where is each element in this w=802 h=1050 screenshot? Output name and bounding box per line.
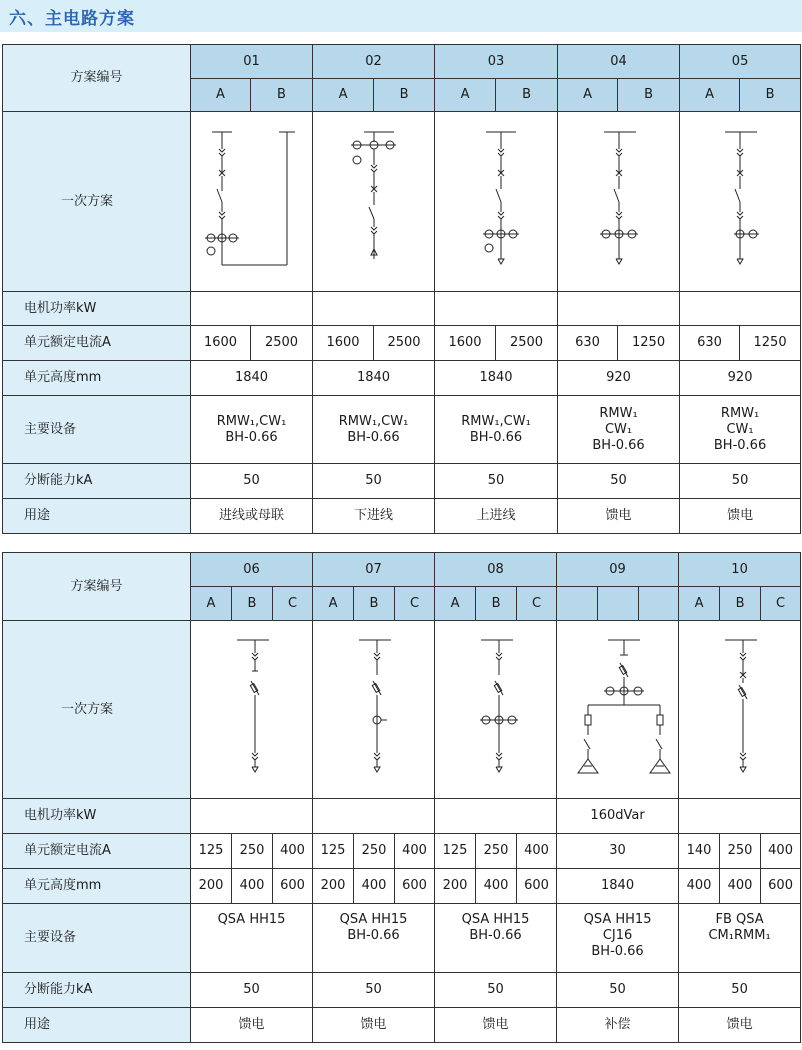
equipment-value: RMW₁ CW₁ BH-0.66 bbox=[680, 396, 801, 464]
rated-current-value: 1250 bbox=[740, 326, 801, 361]
sub-scheme: A bbox=[558, 79, 618, 112]
sub-scheme: A bbox=[191, 587, 232, 621]
equipment-value: RMW₁,CW₁ BH-0.66 bbox=[191, 396, 313, 464]
equipment-value: QSA HH15 CJ16 BH-0.66 bbox=[557, 904, 679, 973]
sub-scheme bbox=[639, 587, 679, 621]
equipment-value: RMW₁,CW₁ BH-0.66 bbox=[435, 396, 558, 464]
motor-power-label: 电机功率kW bbox=[3, 292, 191, 326]
sub-scheme: B bbox=[354, 587, 395, 621]
breaking-value: 50 bbox=[435, 973, 557, 1008]
motor-power-value bbox=[435, 292, 558, 326]
rated-current-value: 1250 bbox=[618, 326, 680, 361]
rated-current-value: 250 bbox=[354, 834, 395, 869]
feeder-breaker-1ct-diagram bbox=[685, 127, 795, 277]
usage-value: 馈电 bbox=[435, 1008, 557, 1043]
unit-height-value: 1840 bbox=[313, 361, 435, 396]
rated-current-value: 1600 bbox=[191, 326, 251, 361]
rated-current-value: 1600 bbox=[435, 326, 496, 361]
rated-current-value: 30 bbox=[557, 834, 679, 869]
equipment-value: QSA HH15 BH-0.66 bbox=[313, 904, 435, 973]
motor-power-value bbox=[558, 292, 680, 326]
usage-value: 补偿 bbox=[557, 1008, 679, 1043]
feeder-fuse-3ct-diagram bbox=[441, 635, 551, 785]
breaking-value: 50 bbox=[558, 464, 680, 499]
unit-height-value: 1840 bbox=[191, 361, 313, 396]
unit-height-value: 600 bbox=[273, 869, 313, 904]
rated-current-value: 400 bbox=[517, 834, 557, 869]
motor-power-value bbox=[313, 292, 435, 326]
equipment-label: 主要设备 bbox=[3, 396, 191, 464]
primary-diagram-01 bbox=[191, 112, 313, 292]
primary-diagram-02 bbox=[313, 112, 435, 292]
breaking-value: 50 bbox=[313, 973, 435, 1008]
usage-value: 馈电 bbox=[680, 499, 801, 534]
rated-current-value: 2500 bbox=[496, 326, 558, 361]
scheme-number: 01 bbox=[191, 45, 313, 79]
primary-label: 一次方案 bbox=[3, 621, 191, 799]
motor-power-value bbox=[680, 292, 801, 326]
sub-scheme: B bbox=[740, 79, 801, 112]
breaking-label: 分断能力kA bbox=[3, 973, 191, 1008]
equipment-label: 主要设备 bbox=[3, 904, 191, 973]
scheme-number: 10 bbox=[679, 553, 801, 587]
unit-height-value: 400 bbox=[476, 869, 517, 904]
rated-current-value: 1600 bbox=[313, 326, 374, 361]
unit-height-label: 单元高度mm bbox=[3, 361, 191, 396]
scheme-number: 09 bbox=[557, 553, 679, 587]
rated-current-value: 2500 bbox=[251, 326, 313, 361]
top-incoming-diagram bbox=[441, 127, 551, 277]
feeder-fuse-breaker-diagram bbox=[685, 635, 795, 785]
rated-current-value: 400 bbox=[273, 834, 313, 869]
sub-scheme: A bbox=[435, 587, 476, 621]
primary-diagram-05 bbox=[680, 112, 801, 292]
breaking-label: 分断能力kA bbox=[3, 464, 191, 499]
rated-current-value: 250 bbox=[476, 834, 517, 869]
sub-scheme: A bbox=[680, 79, 740, 112]
usage-value: 馈电 bbox=[313, 1008, 435, 1043]
sub-scheme: B bbox=[374, 79, 435, 112]
equipment-value: QSA HH15 bbox=[191, 904, 313, 973]
unit-height-value: 400 bbox=[354, 869, 395, 904]
scheme-table-1 bbox=[2, 44, 801, 534]
section-title-bar bbox=[0, 0, 802, 32]
unit-height-value: 200 bbox=[313, 869, 354, 904]
primary-diagram-03 bbox=[435, 112, 558, 292]
usage-label: 用途 bbox=[3, 1008, 191, 1043]
unit-height-value: 1840 bbox=[435, 361, 558, 396]
unit-height-value: 600 bbox=[395, 869, 435, 904]
unit-height-value: 600 bbox=[761, 869, 801, 904]
sub-scheme: A bbox=[191, 79, 251, 112]
usage-value: 馈电 bbox=[679, 1008, 801, 1043]
unit-height-value: 600 bbox=[517, 869, 557, 904]
feeder-breaker-3ct-diagram bbox=[564, 127, 674, 277]
rated-current-value: 250 bbox=[232, 834, 273, 869]
rated-current-label: 单元额定电流A bbox=[3, 834, 191, 869]
scheme-number: 07 bbox=[313, 553, 435, 587]
primary-diagram-10 bbox=[679, 621, 801, 799]
scheme-no-label: 方案编号 bbox=[3, 45, 191, 112]
sub-scheme: B bbox=[496, 79, 558, 112]
primary-diagram-04 bbox=[558, 112, 680, 292]
primary-diagram-06 bbox=[191, 621, 313, 799]
primary-diagram-09 bbox=[557, 621, 679, 799]
unit-height-value: 920 bbox=[558, 361, 680, 396]
feeder-fuse-switch-diagram bbox=[197, 635, 307, 785]
rated-current-value: 2500 bbox=[374, 326, 435, 361]
unit-height-value: 1840 bbox=[557, 869, 679, 904]
primary-diagram-07 bbox=[313, 621, 435, 799]
motor-power-value bbox=[191, 292, 313, 326]
usage-value: 馈电 bbox=[558, 499, 680, 534]
sub-scheme: B bbox=[476, 587, 517, 621]
breaking-value: 50 bbox=[191, 973, 313, 1008]
rated-current-value: 400 bbox=[761, 834, 801, 869]
sub-scheme: B bbox=[251, 79, 313, 112]
sub-scheme: B bbox=[618, 79, 680, 112]
equipment-value: FB QSA CM₁RMM₁ bbox=[679, 904, 801, 973]
breaking-value: 50 bbox=[557, 973, 679, 1008]
sub-scheme: B bbox=[232, 587, 273, 621]
equipment-value: RMW₁,CW₁ BH-0.66 bbox=[313, 396, 435, 464]
section-title: 六、主电路方案 bbox=[9, 9, 135, 29]
sub-scheme bbox=[598, 587, 639, 621]
rated-current-value: 140 bbox=[679, 834, 720, 869]
motor-power-value: 160dVar bbox=[557, 799, 679, 834]
bottom-incoming-diagram bbox=[319, 127, 429, 277]
equipment-value: RMW₁ CW₁ BH-0.66 bbox=[558, 396, 680, 464]
unit-height-value: 200 bbox=[435, 869, 476, 904]
breaking-value: 50 bbox=[313, 464, 435, 499]
breaking-value: 50 bbox=[191, 464, 313, 499]
scheme-number: 03 bbox=[435, 45, 558, 79]
unit-height-value: 920 bbox=[680, 361, 801, 396]
usage-label: 用途 bbox=[3, 499, 191, 534]
scheme-number: 02 bbox=[313, 45, 435, 79]
unit-height-value: 400 bbox=[232, 869, 273, 904]
breaking-value: 50 bbox=[435, 464, 558, 499]
sub-scheme: A bbox=[435, 79, 496, 112]
sub-scheme: B bbox=[720, 587, 761, 621]
sub-scheme: A bbox=[679, 587, 720, 621]
scheme-number: 04 bbox=[558, 45, 680, 79]
scheme-number: 05 bbox=[680, 45, 801, 79]
sub-scheme: C bbox=[395, 587, 435, 621]
primary-label: 一次方案 bbox=[3, 112, 191, 292]
rated-current-value: 125 bbox=[435, 834, 476, 869]
capacitor-compensation-diagram bbox=[560, 635, 675, 785]
rated-current-value: 630 bbox=[680, 326, 740, 361]
scheme-number: 08 bbox=[435, 553, 557, 587]
motor-power-value bbox=[679, 799, 801, 834]
breaking-value: 50 bbox=[680, 464, 801, 499]
feeder-fuse-1ct-diagram bbox=[319, 635, 429, 785]
rated-current-value: 125 bbox=[191, 834, 232, 869]
unit-height-value: 200 bbox=[191, 869, 232, 904]
unit-height-value: 400 bbox=[679, 869, 720, 904]
rated-current-value: 630 bbox=[558, 326, 618, 361]
incoming-bus-tie-diagram bbox=[197, 127, 307, 277]
sub-scheme bbox=[557, 587, 598, 621]
sub-scheme: C bbox=[273, 587, 313, 621]
sub-scheme: C bbox=[517, 587, 557, 621]
motor-power-label: 电机功率kW bbox=[3, 799, 191, 834]
usage-value: 进线或母联 bbox=[191, 499, 313, 534]
usage-value: 下进线 bbox=[313, 499, 435, 534]
motor-power-value bbox=[191, 799, 313, 834]
sub-scheme: A bbox=[313, 587, 354, 621]
usage-value: 馈电 bbox=[191, 1008, 313, 1043]
primary-diagram-08 bbox=[435, 621, 557, 799]
sub-scheme: C bbox=[761, 587, 801, 621]
motor-power-value bbox=[313, 799, 435, 834]
unit-height-label: 单元高度mm bbox=[3, 869, 191, 904]
motor-power-value bbox=[435, 799, 557, 834]
rated-current-value: 125 bbox=[313, 834, 354, 869]
usage-value: 上进线 bbox=[435, 499, 558, 534]
sub-scheme: A bbox=[313, 79, 374, 112]
equipment-value: QSA HH15 BH-0.66 bbox=[435, 904, 557, 973]
breaking-value: 50 bbox=[679, 973, 801, 1008]
scheme-table-2 bbox=[2, 552, 801, 1043]
rated-current-value: 400 bbox=[395, 834, 435, 869]
rated-current-label: 单元额定电流A bbox=[3, 326, 191, 361]
rated-current-value: 250 bbox=[720, 834, 761, 869]
unit-height-value: 400 bbox=[720, 869, 761, 904]
scheme-no-label: 方案编号 bbox=[3, 553, 191, 621]
scheme-number: 06 bbox=[191, 553, 313, 587]
